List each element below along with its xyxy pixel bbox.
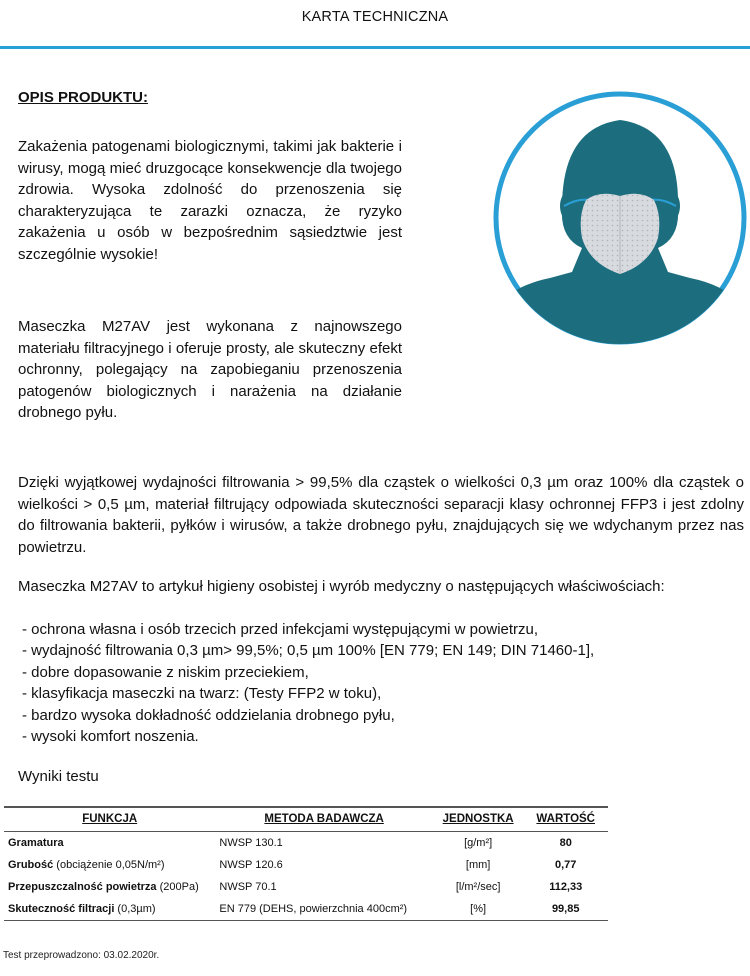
cell-value: 80 <box>559 837 572 849</box>
column-header-method: METODA BADAWCZA <box>215 807 432 832</box>
results-label: Wyniki testu <box>18 768 99 785</box>
column-header-function: FUNKCJA <box>4 807 215 832</box>
cell-function <box>4 898 215 921</box>
cell-method: NWSP 130.1 <box>219 837 283 849</box>
description-paragraph-2: Maseczka M27AV jest wykonana z najnowszego materiału filtracyjnego i oferuje prosty, ale skuteczny efekt ochronny, polegający na zapobieganiu przenoszenia patogenów biologicznych i narażenia na działanie drobnego pyłu. <box>18 318 402 421</box>
table-row <box>4 898 608 921</box>
document-title: KARTA TECHNICZNA <box>301 9 449 25</box>
table-row <box>4 876 608 898</box>
test-date-note: Test przeprowadzono: 03.02.2020r. <box>3 950 160 961</box>
function-note: (200Pa) <box>156 881 199 893</box>
table-row <box>4 832 608 855</box>
function-name: Gramatura <box>8 837 64 849</box>
feature-item: - dobre dopasowanie z niskim przeciekiem, <box>22 663 309 681</box>
cell-method: NWSP 120.6 <box>219 859 283 871</box>
description-paragraph-3: Dzięki wyjątkowej wydajności filtrowania > 99,5% dla cząstek o wielkości 0,3 µm oraz 100% dla cząstek o wielkości > 0,5 µm, materiał filtrujący odpowiada skuteczności separacji klasy ochronnej FFP3 i jest zdolny do filtrowania bakterii, pyłków i wirusów, a także drobnego pyłu, znajdujących się we wdychanym przez nas powietrzu. <box>18 474 744 556</box>
cell-function <box>4 832 215 855</box>
features-list <box>22 619 594 747</box>
table-row <box>4 854 608 876</box>
cell-function <box>4 876 215 898</box>
cell-method: NWSP 70.1 <box>219 881 277 893</box>
function-name: Grubość <box>8 859 54 871</box>
feature-item: - bardzo wysoka dokładność oddzielania drobnego pyłu, <box>22 706 395 724</box>
cell-unit: [%] <box>433 898 524 921</box>
description-paragraph-4: Maseczka M27AV to artykuł higieny osobistej i wyrób medyczny o następujących właściwościach: <box>18 578 665 595</box>
description-paragraph-1: Zakażenia patogenami biologicznymi, takimi jak bakterie i wirusy, mogą mieć druzgocące konsekwencje dla twojego zdrowia. Wysoka zdolność do przenoszenia się charakteryzująca te zarazki oznacza, że ryzyko zakażenia u osób w bezpośrednim sąsiedztwie jest szczególnie wysokie! <box>18 138 402 263</box>
function-note: (obciążenie 0,05N/m²) <box>53 859 165 871</box>
cell-value: 99,85 <box>523 898 608 921</box>
section-title: OPIS PRODUKTU: <box>18 89 149 106</box>
feature-item: - klasyfikacja maseczki na twarz: (Testy FFP2 w toku), <box>22 685 382 703</box>
cell-unit: [mm] <box>465 859 491 871</box>
column-header-unit: JEDNOSTKA <box>433 807 524 832</box>
cell-method: EN 779 (DEHS, powierzchnia 400cm²) <box>215 898 432 921</box>
feature-item: - ochrona własna i osób trzecich przed infekcjami występującymi w powietrzu, <box>22 621 539 638</box>
function-note: (0,3µm) <box>114 903 156 915</box>
feature-item: - wysoki komfort noszenia. <box>22 728 199 746</box>
header-divider <box>0 46 750 49</box>
cell-unit: [g/m²] <box>464 837 493 849</box>
cell-value: 0,77 <box>555 859 577 871</box>
head-with-mask-icon <box>490 88 750 348</box>
feature-item: - wydajność filtrowania 0,3 µm> 99,5%; 0,5 µm 100% [EN 779; EN 149; DIN 71460-1], <box>22 642 595 660</box>
cell-value: 112,33 <box>549 881 583 893</box>
column-header-value: WARTOŚĆ <box>523 807 608 832</box>
function-name: Przepuszczalność powietrza <box>8 881 157 893</box>
table-header-row <box>4 807 608 832</box>
function-name: Skuteczność filtracji <box>8 903 115 915</box>
results-table <box>4 806 608 921</box>
cell-function <box>4 854 215 876</box>
cell-unit: [l/m²/sec] <box>455 881 501 893</box>
